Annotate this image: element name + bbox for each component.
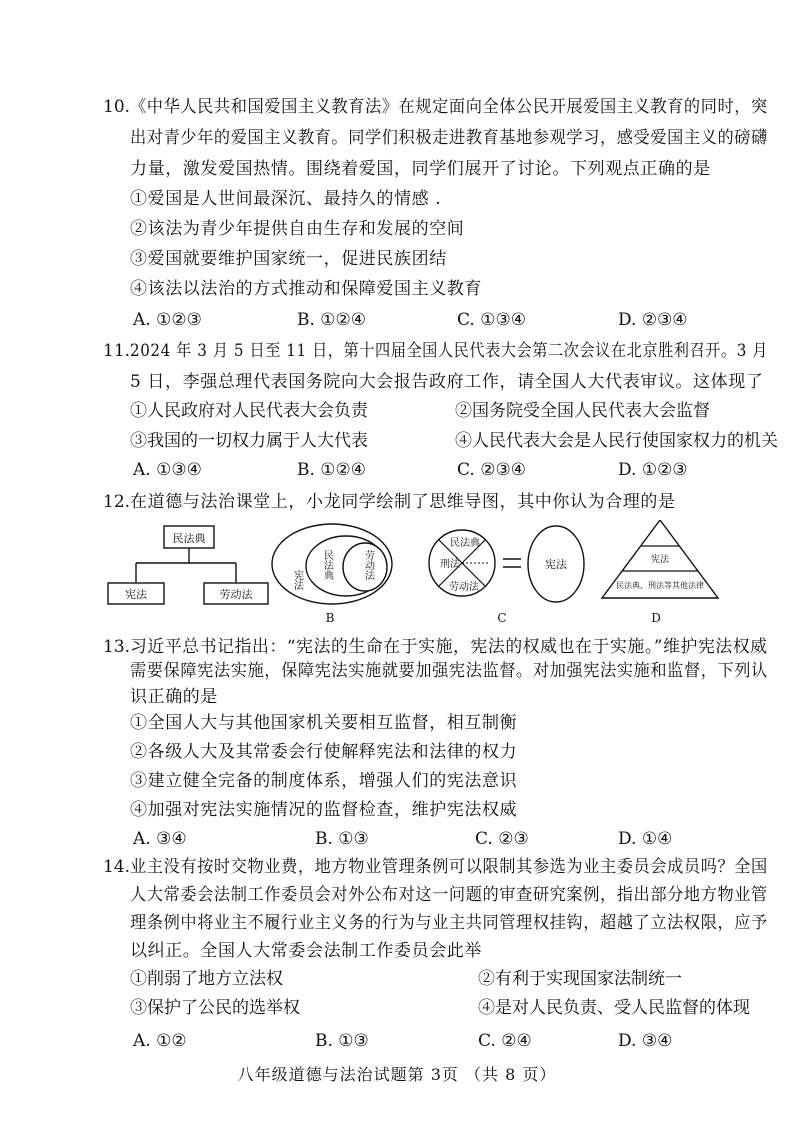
question-14-statement-1: ①削弱了地方立法权 — [130, 969, 283, 989]
diagram-a[interactable] — [108, 526, 268, 604]
question-14-option-b-final[interactable]: B. ①③ — [315, 1031, 369, 1051]
question-10-statement-2: ②该法为青少年提供自由生存和发展的空间 — [130, 219, 465, 239]
diagram-label-b: B — [325, 611, 335, 625]
question-13-statement-4: ④加强对宪法实施情况的监督检查，维护宪法权威 — [130, 800, 518, 820]
question-10-stem-line-2: 出对青少年的爱国主义教育。同学们积极走进教育基地参观学习，感受爱国主义的磅礴 — [130, 128, 768, 148]
question-14-statement-3: ③保护了公民的选举权 — [130, 998, 300, 1018]
question-13-number: 13. — [103, 637, 131, 657]
diagram-label-d: D — [651, 611, 661, 625]
diagram-b-outer-label: 宪法 — [291, 570, 303, 590]
question-10-option-a[interactable]: A. ①②③ — [133, 310, 202, 330]
page-footer: 八年级道德与法治试题第 3页 （共 8 页） — [237, 1065, 557, 1084]
question-13-option-a[interactable]: A. ③④ — [133, 829, 187, 849]
question-12-stem-line-1: 在道德与法治课堂上，小龙同学绘制了思维导图，其中你认为合理的是 — [130, 492, 676, 512]
diagram-d-top-label: 宪法 — [650, 555, 670, 565]
question-13-option-d[interactable]: D. ①④ — [618, 829, 673, 849]
question-14-option-d-final[interactable]: D. ③④ — [618, 1031, 673, 1051]
question-10-stem-line-1: 《中华人民共和国爱国主义教育法》在规定面向全体公民开展爱国主义教育的同时，突 — [130, 97, 768, 117]
question-10-statement-4: ④该法以法治的方式推动和保障爱国主义教育 — [130, 279, 482, 299]
question-13-stem-line-2: 需要保障宪法实施，保障宪法实施就要加强宪法监督。对加强宪法实施和监督，下列认 — [130, 661, 768, 681]
question-11-option-a[interactable]: A. ①③④ — [133, 460, 202, 480]
question-11-option-d[interactable]: D. ①②③ — [618, 460, 688, 480]
question-14-stem-line-4: 以纠正。全国人大常委会法制工作委员会此举 — [130, 941, 482, 961]
question-11-stem-line-1: 2024 年 3 月 5 日至 11 日，第十四届全国人民代表大会第二次会议在北京胜利召开。3 月 — [130, 341, 769, 361]
diagram-d[interactable] — [602, 520, 718, 598]
question-11-option-c[interactable]: C. ②③④ — [457, 460, 526, 480]
question-14-stem-line-2: 人大常委会法制工作委员会对外公布对这一问题的审查研究案例，指出部分地方物业管 — [130, 885, 768, 905]
diagram-a-top-label: 民法典 — [172, 532, 206, 545]
question-14-stem-line-1: 业主没有按时交物业费，地方物业管理条例可以限制其参选为业主委员会成员吗？全国 — [130, 857, 768, 877]
question-13-statement-1: ①全国人大与其他国家机关要相互监督，相互制衡 — [130, 713, 518, 733]
question-10-statement-3: ③爱国就要维护国家统一，促进民族团结 — [130, 249, 447, 269]
question-12-diagrams — [0, 520, 794, 630]
question-10-option-b[interactable]: B. ①②④ — [297, 310, 367, 330]
question-14-statement-2: ②有利于实现国家法制统一 — [478, 969, 682, 989]
diagram-a-left-label: 宪法 — [125, 588, 147, 601]
question-11-statement-2: ②国务院受全国人民代表大会监督 — [455, 401, 710, 421]
question-12-number: 12. — [103, 492, 131, 512]
question-14-stem-line-3: 理条例中将业主不履行业主义务的行为与业主共同管理权挂钩，超越了立法权限，应予 — [130, 913, 768, 933]
diagram-label-c: C — [497, 611, 507, 625]
diagram-c-equals-label: 宪法 — [545, 558, 567, 571]
question-10-option-c[interactable]: C. ①③④ — [457, 310, 526, 330]
question-10-stem-line-3: 力量，激发爱国热情。围绕着爱国，同学们展开了讨论。下列观点正确的是 — [130, 159, 711, 179]
question-14-statement-4: ④是对人民负责、受人民监督的体现 — [478, 998, 750, 1018]
question-13-statement-2: ②各级人大及其常委会行使解释宪法和法律的权力 — [130, 742, 518, 762]
diagram-c-left-label: 刑法 — [440, 559, 460, 570]
question-13-statement-3: ③建立健全完备的制度体系，增强人们的宪法意识 — [130, 771, 518, 791]
question-10-option-d[interactable]: D. ②③④ — [618, 310, 688, 330]
question-13-option-b[interactable]: B. ①③ — [315, 829, 369, 849]
question-14-option-a-final[interactable]: A. ①② — [133, 1031, 187, 1051]
question-14-number: 14. — [103, 857, 131, 877]
question-11-option-b[interactable]: B. ①②④ — [297, 460, 367, 480]
question-11-statement-3: ③我国的一切权力属于人大代表 — [130, 431, 368, 451]
question-13-stem-line-1: 习近平总书记指出：“宪法的生命在于实施，宪法的权威也在于实施。”维护宪法权威 — [130, 637, 768, 657]
question-14-option-c-final[interactable]: C. ②④ — [478, 1031, 532, 1051]
diagram-c[interactable] — [429, 526, 584, 602]
diagram-b-inner-label: 劳动法 — [362, 550, 374, 580]
diagram-a-right-label: 劳动法 — [219, 588, 253, 601]
question-13-option-c[interactable]: C. ②③ — [475, 829, 529, 849]
question-10-statement-1: ①爱国是人世间最深沉、最持久的情感 . — [130, 189, 442, 209]
question-10-number: 10. — [103, 97, 131, 117]
diagram-b-middle-label: 民法典 — [321, 550, 333, 580]
diagram-c-bottom-label: 劳动法 — [449, 582, 479, 593]
question-13-stem-line-3: 识正确的是 — [130, 687, 218, 707]
diagram-c-top-label: 民法典 — [450, 538, 480, 549]
diagram-b[interactable] — [272, 524, 392, 604]
question-11-number: 11. — [103, 341, 131, 361]
question-11-statement-1: ①人民政府对人民代表大会负责 — [130, 401, 368, 421]
diagram-d-bottom-label: 民法典、刑法等其他法律 — [616, 581, 704, 590]
question-11-stem-line-2: 5 日，李强总理代表国务院向大会报告政府工作，请全国人大代表审议。这体现了 — [130, 372, 764, 392]
question-11-statement-4: ④人民代表大会是人民行使国家权力的机关 — [455, 431, 778, 451]
